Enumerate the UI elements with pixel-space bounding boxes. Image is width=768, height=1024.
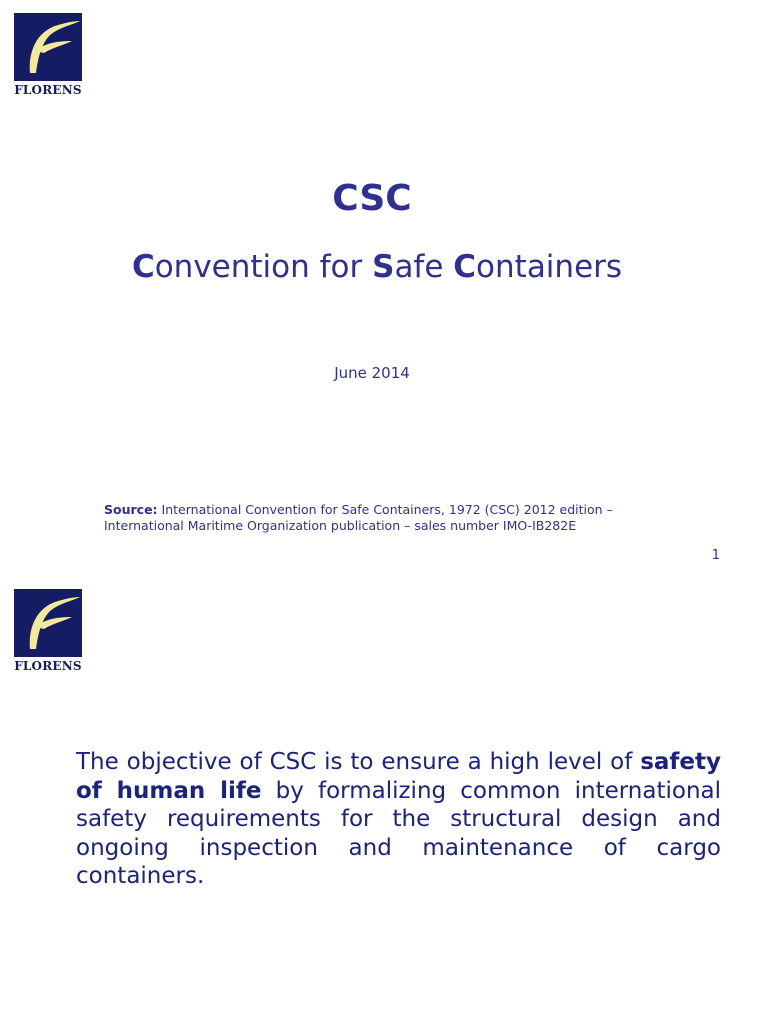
objective-text-bold: safety of human life xyxy=(76,749,721,804)
objective-text-before: The objective of CSC is to ensure a high level of xyxy=(76,749,641,775)
source-label: Source: xyxy=(104,502,158,517)
subtitle-text-2: afe xyxy=(394,249,454,285)
page-number: 1 xyxy=(711,548,720,563)
source-text-line2: International Maritime Organization publication – sales number IMO-IB282E xyxy=(104,518,577,533)
florens-logo-icon xyxy=(14,589,82,657)
subtitle-text-3: ontainers xyxy=(476,249,623,285)
subtitle-initial-c2: C xyxy=(453,249,477,285)
source-note xyxy=(104,502,704,534)
logo-wordmark: FLORENS xyxy=(14,659,82,673)
subtitle-text-1: onvention for xyxy=(154,249,373,285)
slide-2 xyxy=(0,576,768,1024)
florens-logo-icon xyxy=(14,13,82,81)
objective-text-after: by formalizing common international safety requirements for the structural design and ongoing inspection and maintenance of cargo containers. xyxy=(76,777,721,889)
slide-subtitle xyxy=(0,249,754,285)
subtitle-initial-c: C xyxy=(131,249,155,285)
logo-wordmark: FLORENS xyxy=(14,83,82,97)
florens-logo xyxy=(14,13,84,97)
source-text-line1: International Convention for Safe Containers, 1972 (CSC) 2012 edition – xyxy=(157,502,613,517)
slide-date: June 2014 xyxy=(334,364,410,382)
slide-title: CSC xyxy=(332,178,412,219)
objective-paragraph xyxy=(76,748,721,891)
subtitle-initial-s: S xyxy=(372,249,395,285)
florens-logo xyxy=(14,589,84,673)
